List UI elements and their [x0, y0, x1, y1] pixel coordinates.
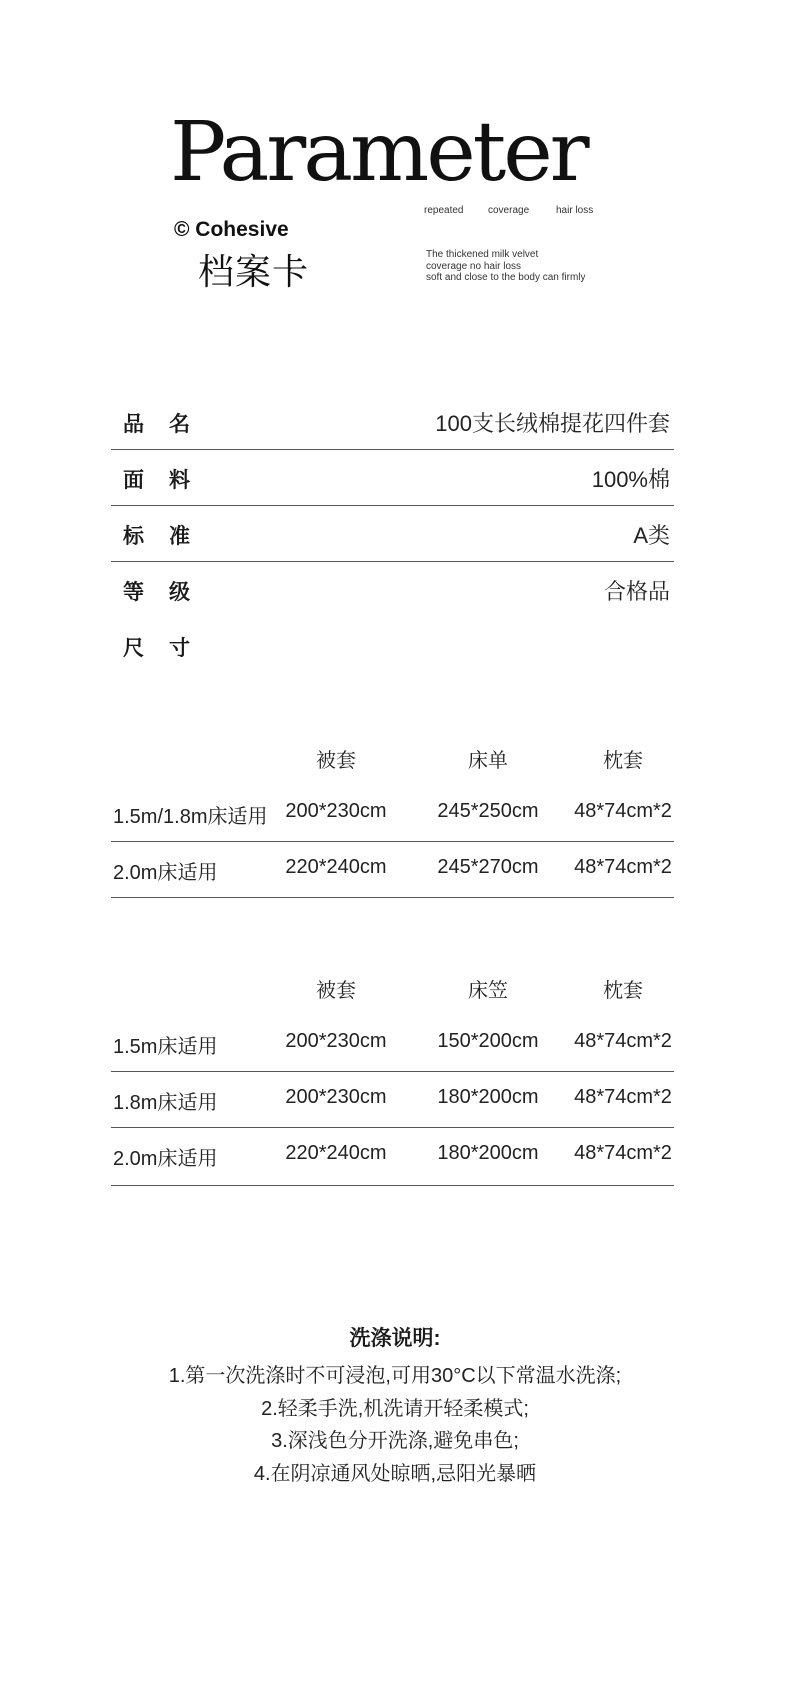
spec-row-standard [111, 506, 674, 562]
bed-size-cell: 1.5m/1.8m床适用 [113, 806, 268, 828]
table-row [111, 842, 674, 898]
header-flat-sheet: 床单 [468, 750, 508, 772]
header-duvet-cover: 被套 [316, 750, 356, 772]
spec-label: 尺寸 [123, 637, 215, 660]
description-line: coverage no hair loss [426, 260, 522, 272]
washing-line: 3.深浅色分开洗涤,避免串色; [271, 1430, 519, 1452]
spec-label: 标准 [123, 525, 215, 548]
tag-coverage: coverage [488, 205, 530, 216]
fitted-sheet-size: 180*200cm [437, 1086, 539, 1108]
spec-label: 等级 [123, 581, 215, 604]
spec-value: A类 [633, 523, 670, 548]
washing-title: 洗涤说明: [349, 1327, 441, 1350]
table-row [111, 1128, 674, 1186]
spec-row-size [111, 618, 674, 674]
washing-line: 4.在阴凉通风处晾晒,忌阳光暴晒 [253, 1462, 537, 1485]
bed-size-cell: 1.5m床适用 [113, 1036, 218, 1058]
pillowcase-size: 48*74cm*2 [574, 856, 672, 878]
bed-size-cell: 1.8m床适用 [113, 1092, 218, 1114]
spec-row-fabric [111, 450, 674, 506]
table-header-row [111, 730, 674, 786]
page-title: Parameter [170, 105, 587, 200]
washing-line: 2.轻柔手洗,机洗请开轻柔模式; [261, 1397, 529, 1420]
sheet-size: 245*270cm [437, 856, 539, 878]
size-table-flat-sheet [111, 730, 674, 898]
washing-line: 1.第一次洗涤时不可浸泡,可用30°C以下常温水洗涤; [168, 1365, 622, 1387]
brand-name: © Cohesive [174, 218, 289, 241]
description-line: The thickened milk velvet [426, 249, 539, 260]
tag-repeated: repeated [424, 205, 464, 216]
product-description [426, 249, 586, 284]
spec-value: 合格品 [603, 579, 670, 604]
duvet-size: 200*230cm [285, 800, 387, 822]
fitted-sheet-size: 180*200cm [437, 1142, 539, 1164]
table-row [111, 1072, 674, 1128]
tag-hair-loss: hair loss [556, 205, 594, 216]
bed-size-cell: 2.0m床适用 [113, 862, 218, 884]
header-pillowcase: 枕套 [603, 750, 643, 772]
pillowcase-size: 48*74cm*2 [574, 1030, 672, 1052]
table-row [111, 786, 674, 842]
header-fitted-sheet: 床笠 [468, 980, 508, 1002]
header-pillowcase: 枕套 [603, 980, 643, 1002]
duvet-size: 220*240cm [285, 856, 387, 878]
table-row [111, 1016, 674, 1072]
spec-label: 面料 [123, 469, 215, 492]
table-header-row [111, 960, 674, 1016]
duvet-size: 200*230cm [285, 1030, 387, 1052]
duvet-size: 200*230cm [285, 1086, 387, 1108]
duvet-size: 220*240cm [285, 1142, 387, 1164]
fitted-sheet-size: 150*200cm [437, 1030, 539, 1052]
spec-row-product-name [111, 394, 674, 450]
pillowcase-size: 48*74cm*2 [574, 800, 672, 822]
description-line: soft and close to the body can firmly [426, 272, 586, 283]
spec-value: 100%棉 [591, 467, 670, 492]
header-duvet-cover: 被套 [316, 980, 356, 1002]
spec-label: 品名 [123, 413, 215, 436]
profile-card-heading: 档案卡 [198, 251, 310, 292]
pillowcase-size: 48*74cm*2 [574, 1142, 672, 1164]
sheet-size: 245*250cm [437, 800, 539, 822]
spec-value: 100支长绒棉提花四件套 [435, 411, 670, 436]
bed-size-cell: 2.0m床适用 [113, 1148, 218, 1170]
size-table-fitted-sheet [111, 960, 674, 1186]
pillowcase-size: 48*74cm*2 [574, 1086, 672, 1108]
washing-instructions [0, 1322, 790, 1490]
spec-row-grade [111, 562, 674, 618]
